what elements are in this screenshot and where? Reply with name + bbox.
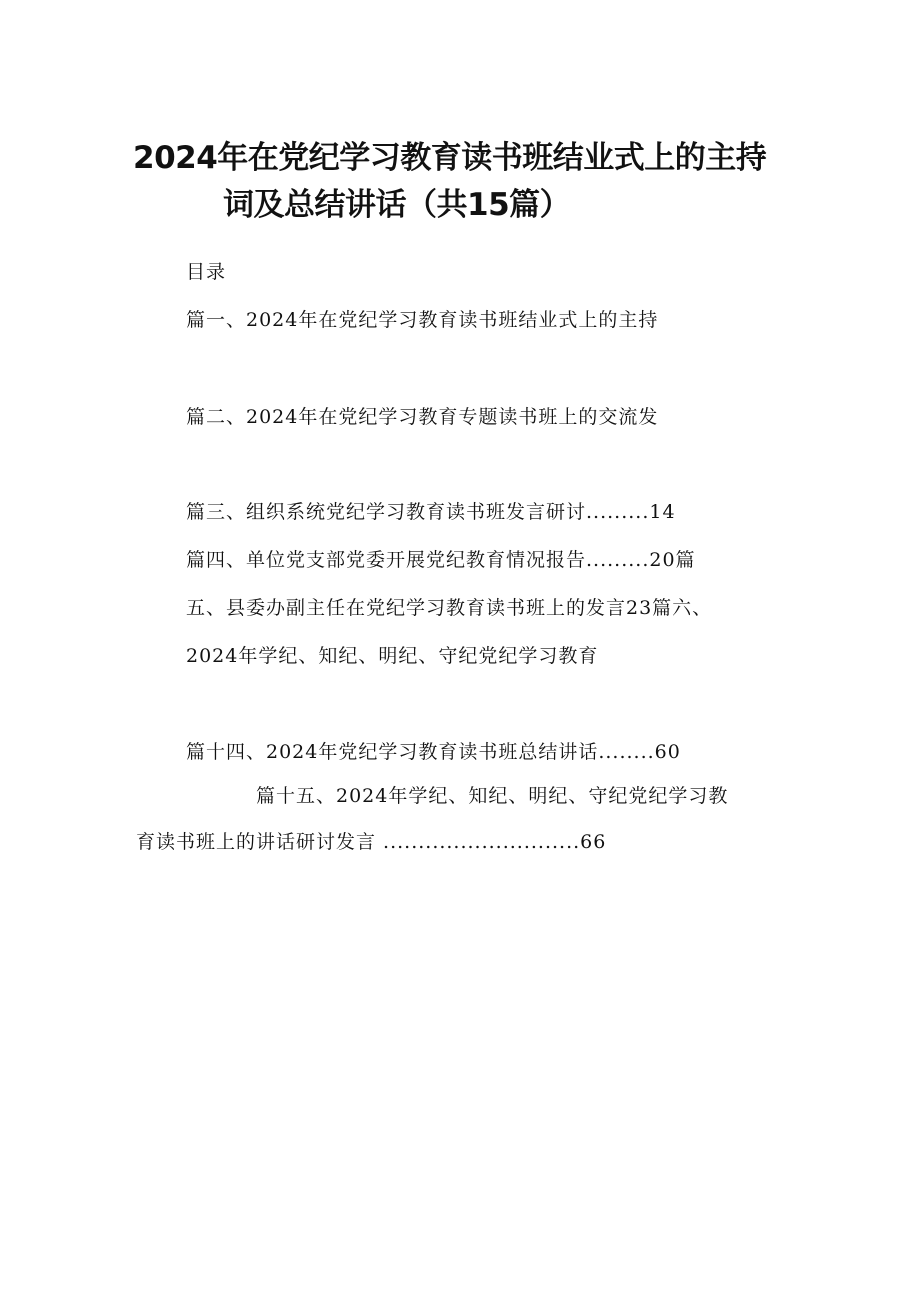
toc-entry-3: 篇三、组织系统党纪学习教育读书班发言研讨.........14 [186,501,676,523]
toc-entry-1: 篇一、2024年在党纪学习教育读书班结业式上的主持 [186,309,659,331]
toc-entry-5: 五、县委办副主任在党纪学习教育读书班上的发言23篇六、 [186,597,713,619]
document-title-line-1: 2024年在党纪学习教育读书班结业式上的主持 [133,140,767,176]
toc-entry-14: 篇十四、2024年党纪学习教育读书班总结讲话........60 [186,741,681,763]
toc-heading: 目录 [186,261,227,283]
toc-entry-4: 篇四、单位党支部党委开展党纪教育情况报告.........20篇 [186,549,696,571]
toc-entry-15-continued: 育读书班上的讲话研讨发言 ............................66 [136,831,607,853]
toc-entry-2: 篇二、2024年在党纪学习教育专题读书班上的交流发 [186,406,659,428]
toc-entry-6: 2024年学纪、知纪、明纪、守纪党纪学习教育 [186,645,599,667]
document-title-line-2: 词及总结讲话（共15篇） [223,187,571,223]
toc-entry-15: 篇十五、2024年学纪、知纪、明纪、守纪党纪学习教 [256,785,729,807]
